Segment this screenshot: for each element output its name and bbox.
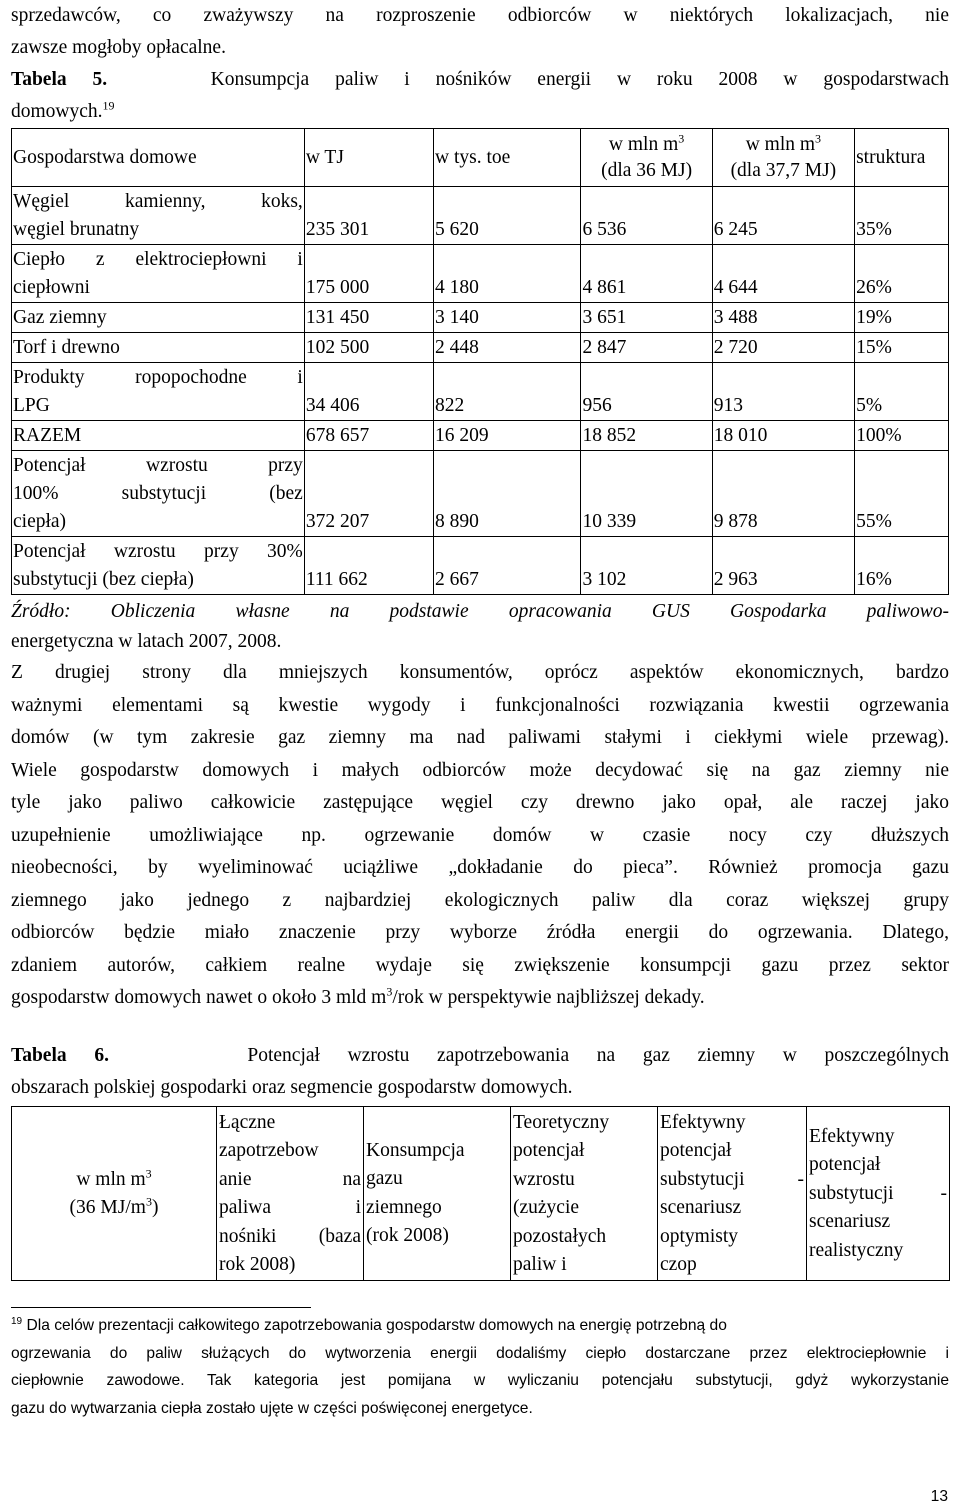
value-cell-m377: 2 963 xyxy=(712,537,854,595)
value-cell-toe: 2 667 xyxy=(434,537,581,595)
header-cell: w mln $m^3$ (dla 36 MJ) xyxy=(581,129,712,187)
value-cell-m377: 913 xyxy=(712,363,854,421)
body-line: tyle jako paliwo całkowicie zastępujące węgiel czy drewno jako opał, ale raczej jako xyxy=(11,792,949,813)
value-cell-share: 19% xyxy=(855,303,949,333)
value-cell-share: 26% xyxy=(855,245,949,303)
table5-caption xyxy=(11,64,949,128)
body-line: odbiorców będzie miało znaczenie przy wyborze źródła energii do ogrzewania. Dlatego, xyxy=(11,922,949,943)
table5-caption-text: domowych. xyxy=(11,101,103,122)
table-row xyxy=(12,421,949,451)
value-cell-share: 5% xyxy=(855,363,949,421)
body-line: ważnymi elementami są kwestie wygody i funkcjonalności rozwiązania kwestii ogrzewania xyxy=(11,694,949,716)
row-label-cell: Potencjał wzrostu przy 100% substytucji (bez ciepła) xyxy=(12,451,305,537)
value-cell-m36: 2 847 xyxy=(581,333,712,363)
row-label-cell: Torf i drewno xyxy=(12,333,305,363)
table-row xyxy=(12,537,949,595)
body-paragraph xyxy=(11,657,949,982)
footnote-reference[interactable]: 19 xyxy=(102,98,115,113)
value-cell-m377: 2 720 xyxy=(712,333,854,363)
value-cell-tj: 111 662 xyxy=(304,537,433,595)
header-cell: Teoretyczny potencjał wzrostu (zużycie pozostałych paliw i xyxy=(511,1106,658,1281)
row-label-cell: Węgiel kamienny, koks, węgiel brunatny xyxy=(12,187,305,245)
body-line: Wiele gospodarstw domowych i małych odbiorców może decydować się na gaz ziemny nie xyxy=(11,759,949,781)
document-page xyxy=(11,0,949,1422)
page-number: 13 xyxy=(930,1488,948,1505)
value-cell-m377: 4 644 xyxy=(712,245,854,303)
value-cell-tj: 235 301 xyxy=(304,187,433,245)
value-cell-tj: 102 500 xyxy=(304,333,433,363)
table-row xyxy=(12,363,949,421)
header-cell: Efektywny potencjał substytucji - scenariusz optymisty czop xyxy=(658,1106,807,1281)
value-cell-tj: 34 406 xyxy=(304,363,433,421)
intro-paragraph xyxy=(11,0,949,64)
value-cell-toe: 5 620 xyxy=(434,187,581,245)
table6-header-row xyxy=(12,1106,950,1281)
body-line: Z drugiej strony dla mniejszych konsumentów, oprócz aspektów ekonomicznych, bardzo xyxy=(11,662,949,683)
value-cell-m377: 18 010 xyxy=(712,421,854,451)
table-row xyxy=(12,187,949,245)
value-cell-m377: 6 245 xyxy=(712,187,854,245)
value-cell-m377: 9 878 xyxy=(712,451,854,537)
body-line: ziemnego jako jednego z najbardziej ekologicznych paliw dla coraz większej grupy xyxy=(11,889,949,911)
intro-line: zawsze mogłoby opłacalne. xyxy=(11,37,226,58)
value-cell-m36: 956 xyxy=(581,363,712,421)
table5-source: Źródło: Obliczenia własne na podstawie opracowania GUS Gospodarka paliwowo- energetyczna w latach 2007, 2008. xyxy=(11,601,949,652)
footnote-separator xyxy=(11,1307,311,1308)
body-last-line: gospodarstw domowych nawet o około 3 mld $m^3$/rok w perspektywie najbliższej dekady. xyxy=(11,984,705,1008)
value-cell-share: 15% xyxy=(855,333,949,363)
value-cell-tj: 678 657 xyxy=(304,421,433,451)
header-cell: Gospodarstwa domowe xyxy=(12,129,305,187)
value-cell-share: 16% xyxy=(855,537,949,595)
header-cell: w mln $m^3$ (dla 37,7 MJ) xyxy=(712,129,854,187)
body-line: zdaniem autorów, całkiem realne wydaje się zwiększenie konsumpcji gazu przez sektor xyxy=(11,954,949,976)
value-cell-share: 100% xyxy=(855,421,949,451)
value-cell-m36: 4 861 xyxy=(581,245,712,303)
value-cell-toe: 8 890 xyxy=(434,451,581,537)
value-cell-m36: 18 852 xyxy=(581,421,712,451)
table-row xyxy=(12,245,949,303)
value-cell-toe: 4 180 xyxy=(434,245,581,303)
table5-header-row xyxy=(12,129,949,187)
header-cell: Konsumpcja gazu ziemnego (rok 2008) xyxy=(364,1106,511,1281)
body-line: nieobecności, by wyeliminować uciążliwe „dokładanie do pieca”. Również promocja gazu xyxy=(11,857,949,878)
footnote-number: 19 xyxy=(11,1315,23,1327)
row-label-cell: Gaz ziemny xyxy=(12,303,305,333)
row-label-cell: Ciepło z elektrociepłowni i ciepłowni xyxy=(12,245,305,303)
header-cell: w tys. toe xyxy=(434,129,581,187)
value-cell-share: 55% xyxy=(855,451,949,537)
table5-label: Tabela 5. xyxy=(11,69,108,90)
row-label-cell: Potencjał wzrostu przy 30% substytucji (bez ciepła) xyxy=(12,537,305,595)
table-row xyxy=(12,333,949,363)
value-cell-share: 35% xyxy=(855,187,949,245)
intro-line: sprzedawców, co zważywszy na rozproszenie odbiorców w niektórych lokalizacjach, nie xyxy=(11,5,949,26)
header-cell: struktura xyxy=(855,129,949,187)
body-line: uzupełnienie umożliwiające np. ogrzewanie domów w czasie nocy czy dłuższych xyxy=(11,824,949,846)
table6-caption xyxy=(11,1040,949,1104)
value-cell-m36: 3 102 xyxy=(581,537,712,595)
value-cell-tj: 175 000 xyxy=(304,245,433,303)
value-cell-toe: 2 448 xyxy=(434,333,581,363)
table5 xyxy=(11,128,949,595)
footnote: $^{19}$ Dla celów prezentacji całkowitego zapotrzebowania gospodarstw domowych na energię potrzebną do ogrzewania do paliw służących do wytworzenia energii dodaliśmy ciepło dostarczane przez elektrociepłownie i ciepłownie zawodowe. Tak kategoria jest pomijana w wyliczaniu potencjału substytucji, gdyż wykorzystanie gazu do wytwarzania ciepła zostało ujęte w części poświęconej energetyce. xyxy=(11,1315,949,1417)
value-cell-toe: 16 209 xyxy=(434,421,581,451)
header-cell: Efektywny potencjał substytucji - scenariusz realistyczny xyxy=(807,1106,950,1281)
table5-caption-text: Konsumpcja paliw i nośników energii w roku 2008 w gospodarstwach xyxy=(210,69,949,90)
value-cell-toe: 3 140 xyxy=(434,303,581,333)
row-label-cell: RAZEM xyxy=(12,421,305,451)
body-line: domów (w tym zakresie gaz ziemny ma nad paliwami stałymi i ciekłymi wiele przewag). xyxy=(11,727,949,748)
value-cell-tj: 131 450 xyxy=(304,303,433,333)
value-cell-m36: 6 536 xyxy=(581,187,712,245)
table-row xyxy=(12,451,949,537)
value-cell-tj: 372 207 xyxy=(304,451,433,537)
value-cell-m36: 3 651 xyxy=(581,303,712,333)
table6 xyxy=(11,1106,950,1282)
table6-label: Tabela 6. xyxy=(11,1044,109,1066)
value-cell-toe: 822 xyxy=(434,363,581,421)
row-label-cell: Produkty ropopochodne i LPG xyxy=(12,363,305,421)
table6-caption-text: Potencjał wzrostu zapotrzebowania na gaz ziemny w poszczególnych xyxy=(247,1044,950,1066)
value-cell-m36: 10 339 xyxy=(581,451,712,537)
header-cell: w TJ xyxy=(304,129,433,187)
table-row xyxy=(12,303,949,333)
table6-caption-text: obszarach polskiej gospodarki oraz segmencie gospodarstw domowych. xyxy=(11,1076,573,1098)
header-cell: w mln $m^3$ (36 $MJ/m^3$) xyxy=(12,1106,217,1281)
header-cell: Łączne zapotrzebow anie na paliwa i nośniki (baza rok 2008) xyxy=(217,1106,364,1281)
value-cell-m377: 3 488 xyxy=(712,303,854,333)
